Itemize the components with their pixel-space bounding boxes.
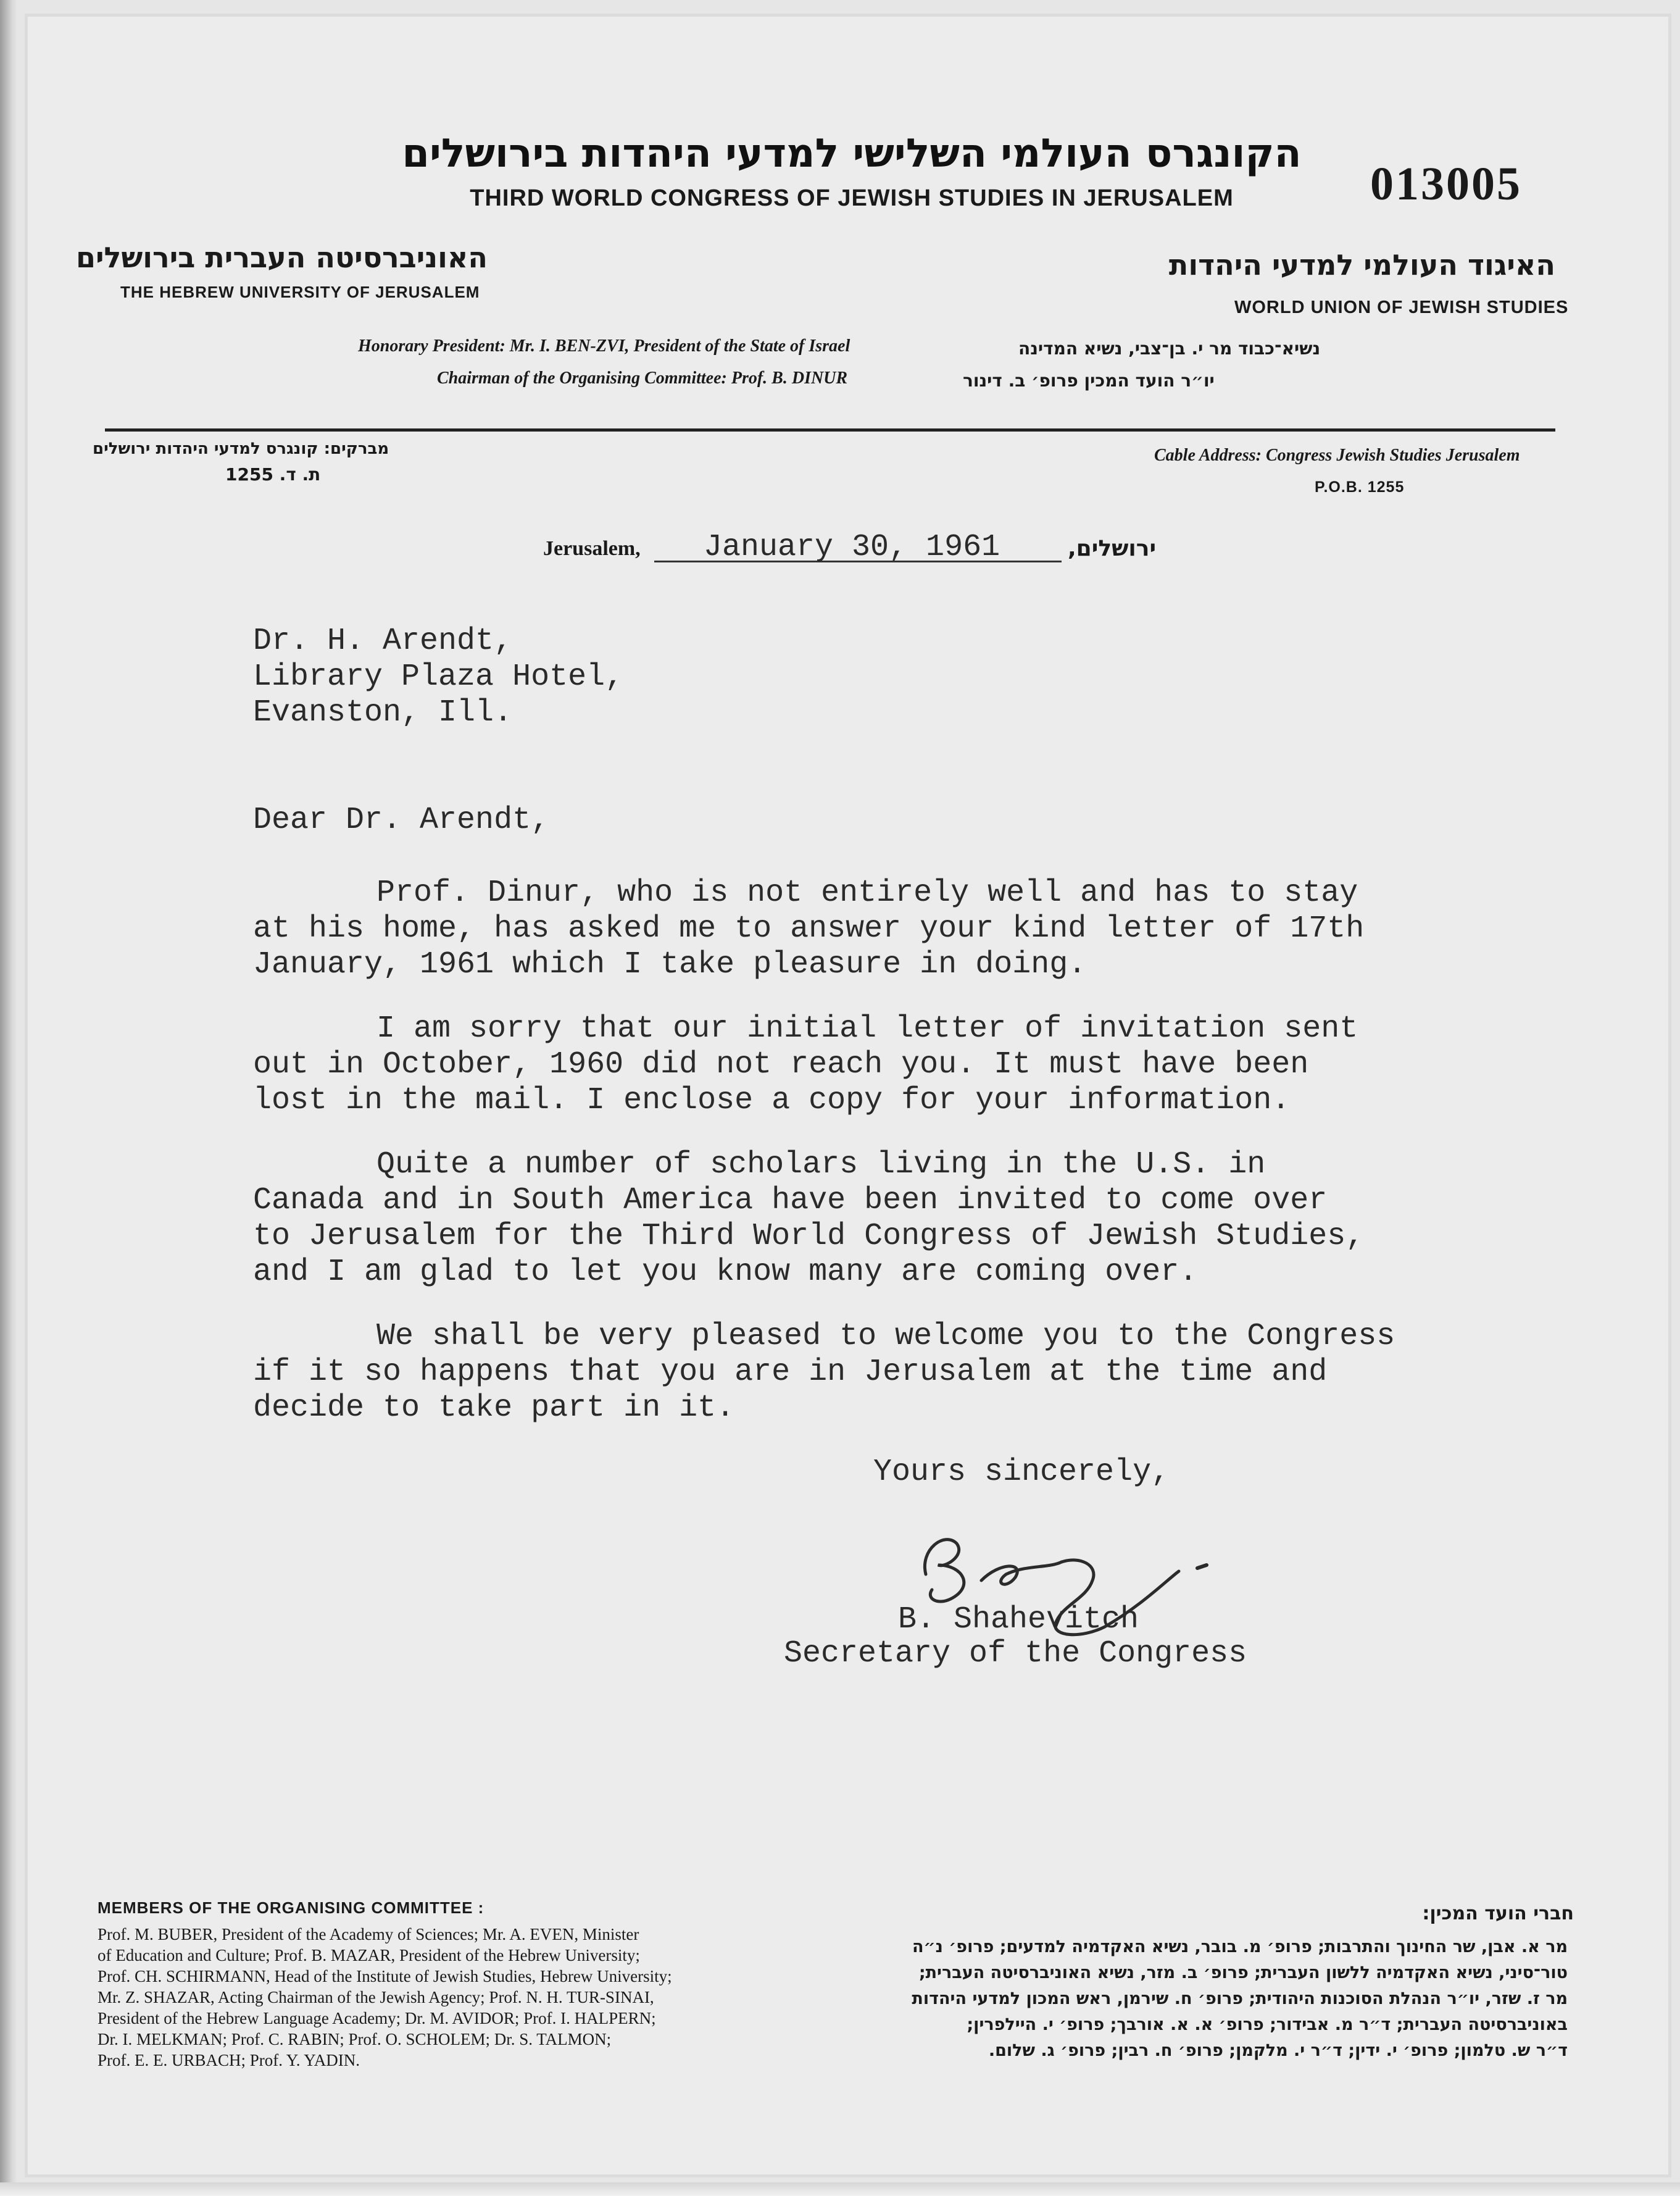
cable-address-hebrew: מברקים: קונגרס למדעי היהדות ירושלים bbox=[93, 440, 389, 458]
organising-chairman-hebrew: יו״ר הועד המכין פרופ׳ ב. דינור bbox=[963, 370, 1215, 391]
hebrew-university-hebrew: האוניברסיטה העברית בירושלים bbox=[75, 241, 488, 274]
body-line: out in October, 1960 did not reach you. It must have been bbox=[253, 1047, 1309, 1082]
address-line: Dr. H. Arendt, bbox=[253, 624, 513, 659]
committee-line-hebrew: מר א. אבן, שר החינוך והתרבות; פרופ׳ מ. בובר, נשיא האקדמיה למדעים; פרופ׳ נ״ה bbox=[912, 1937, 1568, 1956]
organising-chairman: Chairman of the Organising Committee: Prof. B. DINUR bbox=[437, 369, 848, 388]
letterhead-divider bbox=[105, 428, 1555, 432]
address-line: Library Plaza Hotel, bbox=[253, 659, 624, 695]
body-line: We shall be very pleased to welcome you to the Congress bbox=[376, 1319, 1395, 1354]
cable-address-english: Cable Address: Congress Jewish Studies Jerusalem bbox=[1154, 446, 1520, 465]
honorary-president: Honorary President: Mr. I. BEN-ZVI, President of the State of Israel bbox=[358, 336, 850, 356]
body-line: if it so happens that you are in Jerusalem at the time and bbox=[253, 1355, 1328, 1390]
hebrew-university-english: THE HEBREW UNIVERSITY OF JERUSALEM bbox=[120, 283, 480, 301]
committee-line-hebrew: מר ז. שזר, יו״ר הנהלת הסוכנות היהודית; פרופ׳ ח. שירמן, ראש המכון למדעי היהדות bbox=[912, 1989, 1568, 2008]
committee-line: President of the Hebrew Language Academy; Dr. M. AVIDOR; Prof. I. HALPERN; bbox=[98, 2009, 656, 2027]
body-line: Prof. Dinur, who is not entirely well and has to stay bbox=[376, 875, 1358, 911]
committee-line: Dr. I. MELKMAN; Prof. C. RABIN; Prof. O. SCHOLEM; Dr. S. TALMON; bbox=[98, 2030, 612, 2048]
salutation: Dear Dr. Arendt, bbox=[253, 803, 550, 838]
dateline-label-hebrew: ירושלים, bbox=[1068, 536, 1157, 561]
body-line: Canada and in South America have been invited to come over bbox=[253, 1183, 1328, 1218]
body-line: at his home, has asked me to answer your kind letter of 17th bbox=[253, 911, 1365, 946]
committee-line-hebrew: באוניברסיטה העברית; ד״ר מ. אבידור; פרופ׳ א. א. אורבך; פרופ׳ י. היילפרין; bbox=[967, 2015, 1568, 2034]
dateline-label: Jerusalem, bbox=[543, 537, 641, 560]
closing: Yours sincerely, bbox=[873, 1455, 1170, 1490]
committee-line-hebrew: ד״ר ש. טלמון; פרופ׳ י. ידין; ד״ר י. מלקמן; פרופ׳ ח. רבין; פרופ׳ ג. שלום. bbox=[988, 2041, 1568, 2060]
world-union-hebrew: האיגוד העולמי למדעי היהדות bbox=[1168, 248, 1555, 282]
address-line: Evanston, Ill. bbox=[253, 695, 513, 730]
committee-title: MEMBERS OF THE ORGANISING COMMITTEE : bbox=[98, 1898, 484, 1917]
committee-line: Prof. M. BUBER, President of the Academy of Sciences; Mr. A. EVEN, Minister bbox=[98, 1925, 639, 1943]
committee-line: Prof. E. E. URBACH; Prof. Y. YADIN. bbox=[98, 2051, 360, 2069]
po-box-hebrew: ת. ד. 1255 bbox=[225, 464, 321, 485]
committee-line: Prof. CH. SCHIRMANN, Head of the Institute of Jewish Studies, Hebrew University; bbox=[98, 1967, 672, 1985]
body-line: lost in the mail. I enclose a copy for your information. bbox=[253, 1083, 1291, 1118]
page-left-shadow bbox=[0, 0, 17, 2196]
letterhead-english-title: THIRD WORLD CONGRESS OF JEWISH STUDIES IN JERUSALEM bbox=[470, 185, 1234, 211]
body-line: I am sorry that our initial letter of invitation sent bbox=[376, 1011, 1358, 1046]
committee-line-hebrew: טור־סיני, נשיא האקדמיה ללשון העברית; פרופ׳ ב. מזר, נשיא האוניברסיטה העברית; bbox=[918, 1963, 1568, 1982]
body-line: and I am glad to let you know many are coming over. bbox=[253, 1255, 1198, 1290]
committee-line: Mr. Z. SHAZAR, Acting Chairman of the Jewish Agency; Prof. N. H. TUR-SINAI, bbox=[98, 1988, 654, 2006]
letter-date: January 30, 1961 bbox=[704, 530, 1000, 565]
letterhead-hebrew-title: הקונגרס העולמי השלישי למדעי היהדות בירושלים bbox=[402, 131, 1302, 177]
page-bottom-edge bbox=[0, 2182, 1680, 2196]
body-line: decide to take part in it. bbox=[253, 1390, 735, 1426]
body-line: Quite a number of scholars living in the U.S. in bbox=[376, 1147, 1266, 1182]
po-box-english: P.O.B. 1255 bbox=[1315, 478, 1405, 496]
body-line: January, 1961 which I take pleasure in doing. bbox=[253, 947, 1087, 982]
world-union-english: WORLD UNION OF JEWISH STUDIES bbox=[1234, 298, 1569, 317]
body-line: to Jerusalem for the Third World Congress of Jewish Studies, bbox=[253, 1219, 1365, 1254]
committee-line: of Education and Culture; Prof. B. MAZAR, President of the Hebrew University; bbox=[98, 1946, 640, 1964]
reference-number: 013005 bbox=[1370, 158, 1522, 210]
signatory-title: Secretary of the Congress bbox=[784, 1636, 1247, 1671]
honorary-president-hebrew: נשיא־כבוד מר י. בן־צבי, נשיא המדינה bbox=[1018, 338, 1321, 359]
committee-title-hebrew: חברי הועד המכין: bbox=[1422, 1903, 1574, 1924]
signatory-name: B. Shahevitch bbox=[898, 1602, 1139, 1637]
